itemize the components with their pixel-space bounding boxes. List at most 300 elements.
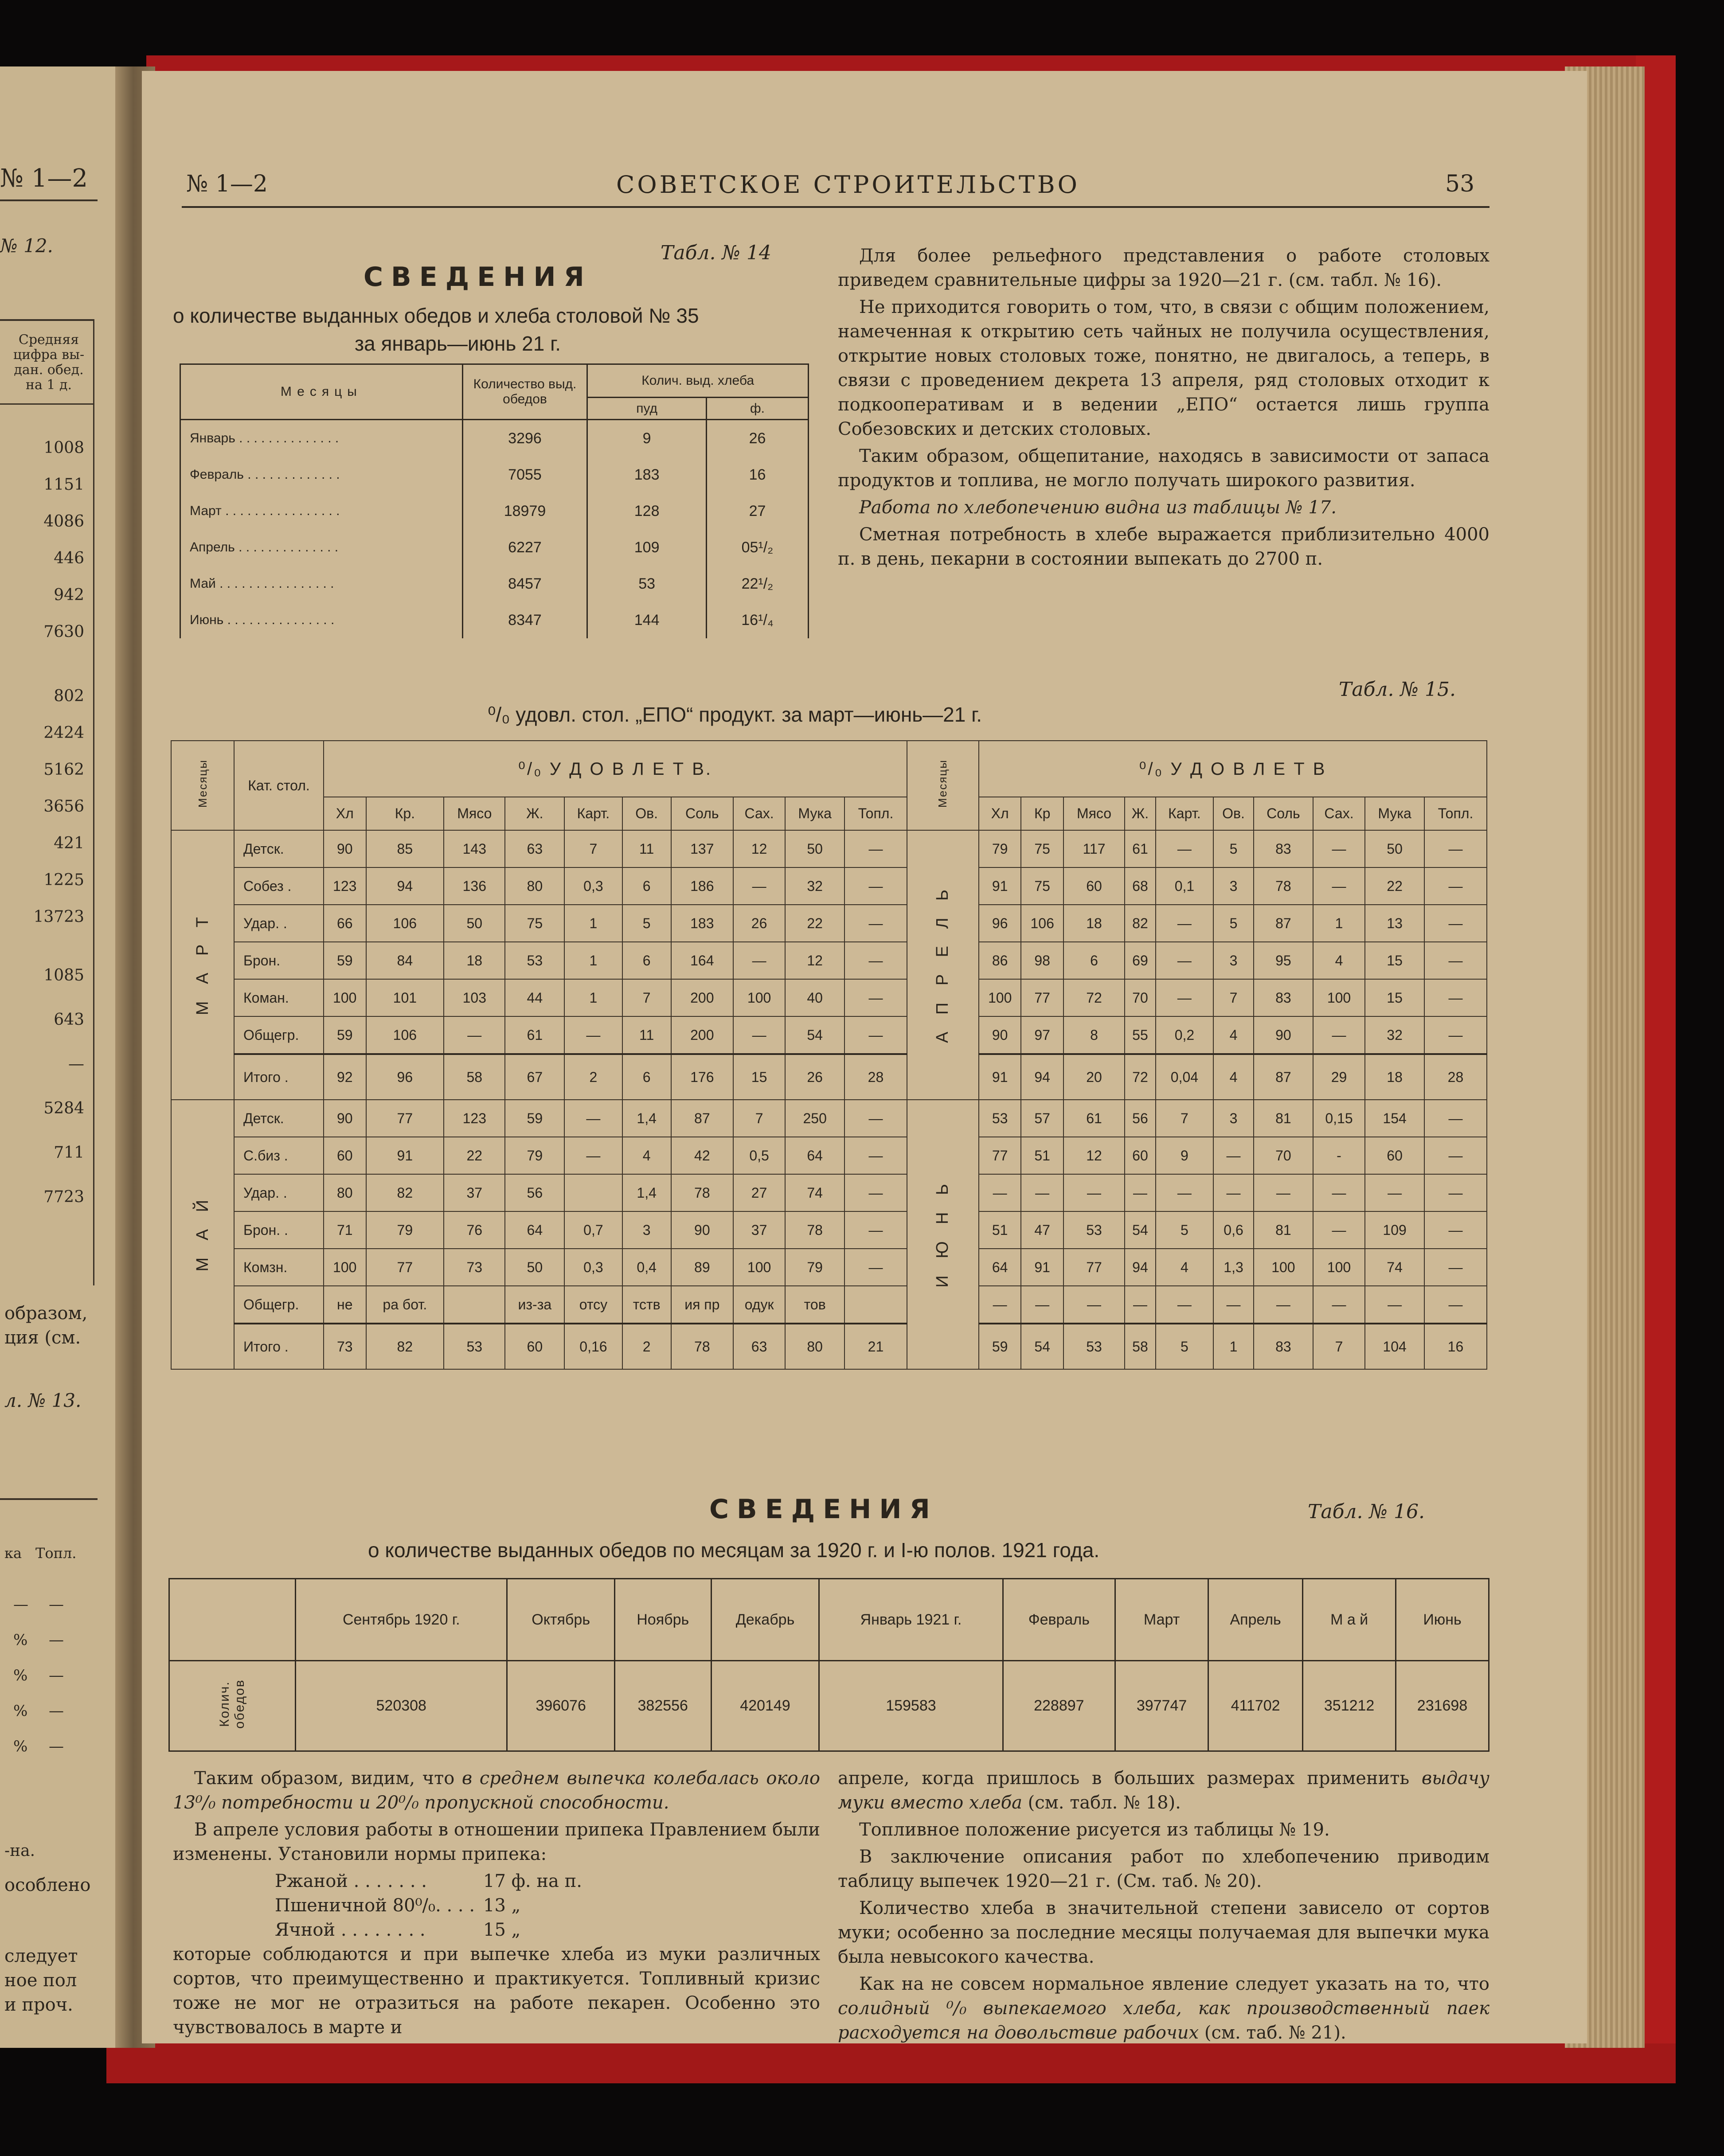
left-pct-cell: —: [49, 1596, 64, 1613]
t15-cell-right: 87: [1254, 905, 1313, 942]
t14-pud: 128: [587, 493, 707, 529]
t15-cell: 90: [324, 830, 366, 867]
t15-cell-right: 7: [1313, 1324, 1365, 1369]
t14-row: [180, 566, 809, 602]
t14-dinners-header: Количество выд. обедов: [462, 364, 587, 420]
t15-cell: 176: [671, 1054, 733, 1100]
t15-cell-right: 56: [1125, 1100, 1156, 1137]
t15-col-header: Соль: [671, 797, 733, 830]
t16-month-header: Ноябрь: [614, 1579, 711, 1661]
left-table-ref: № 12.: [0, 235, 53, 257]
t14-body: [180, 420, 809, 639]
t14-month: Февраль . . . . . . . . . . . . .: [180, 457, 463, 493]
t15-cell-right: —: [1254, 1286, 1313, 1324]
left-value: 643: [54, 1011, 84, 1029]
t15-cell-right: 1: [1213, 1324, 1254, 1369]
t16-value: 228897: [1003, 1661, 1115, 1751]
bottom-right-p4: Количество хлеба в значительной степени зависело от сортов муки; особенно за последние месяцы получаемая для выпечки мука была невысокого качества.: [838, 1898, 1489, 1967]
t15-cell-right: 18: [1063, 905, 1125, 942]
t15-cell: тств: [622, 1286, 671, 1324]
t15-cell-right: —: [1424, 1286, 1487, 1324]
t14-funt: 05¹/₂: [707, 529, 809, 566]
t15-cell-right: 0,15: [1313, 1100, 1365, 1137]
t16-month-header: Январь 1921 г.: [819, 1579, 1003, 1661]
t15-cell: 18: [444, 942, 505, 979]
t15-cell: из-за: [505, 1286, 564, 1324]
t15-cell: —: [564, 1016, 622, 1054]
t14-row: [180, 420, 809, 457]
t16-month-header: Октябрь: [507, 1579, 614, 1661]
left-value: 802: [54, 687, 84, 705]
bake-norm-value: 15 „: [483, 1920, 521, 1940]
t16-value: 382556: [614, 1661, 711, 1751]
t14-funt: 16¹/₄: [707, 602, 809, 638]
t15-cell: 64: [785, 1137, 844, 1174]
t14-dinners: 7055: [462, 457, 587, 493]
t15-cell-right: —: [1125, 1286, 1156, 1324]
t14-row: [180, 602, 809, 638]
t15-cell: 50: [444, 905, 505, 942]
t15-cell-right: 5: [1213, 830, 1254, 867]
t15-cell: 32: [785, 867, 844, 905]
bottom-left-p1-a: Таким образом, видим, что: [194, 1768, 462, 1789]
t14-row: [180, 493, 809, 529]
t15-cell: 42: [671, 1137, 733, 1174]
t15-category: Общегр.: [234, 1286, 324, 1324]
bottom-right-p1: [838, 1766, 1489, 1815]
t16-value: 520308: [296, 1661, 507, 1751]
t15-cell: 53: [444, 1324, 505, 1369]
t15-cell-right: 0,1: [1156, 867, 1213, 905]
t15-cell: [564, 1174, 622, 1211]
t15-cell-right: 8: [1063, 1016, 1125, 1054]
t15-cell: 2: [564, 1054, 622, 1100]
t15-cell: 91: [366, 1137, 444, 1174]
t15-cell-right: 58: [1125, 1324, 1156, 1369]
left-col-header-b-2: Топл.: [35, 1545, 77, 1562]
t15-cell-right: 4: [1213, 1016, 1254, 1054]
bake-norm-name: Ржаной . . . . . . .: [275, 1871, 427, 1891]
t15-cell-right: —: [1313, 1211, 1365, 1249]
left-value: 421: [54, 834, 84, 852]
left-value: 4086: [43, 512, 84, 531]
t15-cell-right: 16: [1424, 1324, 1487, 1369]
t15-cell: 26: [785, 1054, 844, 1100]
t15-cell: 89: [671, 1249, 733, 1286]
t15-row: [171, 1211, 1487, 1249]
t15-col-header-right: Хл: [979, 797, 1021, 830]
t15-cell: 59: [324, 942, 366, 979]
t15-cell-right: —: [1156, 1286, 1213, 1324]
t14-dinners: 8457: [462, 566, 587, 602]
t15-col-header-right: Топл.: [1424, 797, 1487, 830]
t15-cell: не: [324, 1286, 366, 1324]
t15-category: Собез .: [234, 867, 324, 905]
t15-cell: 76: [444, 1211, 505, 1249]
t15-cell-right: 75: [1021, 867, 1063, 905]
t15-cell: отсу: [564, 1286, 622, 1324]
t15-cell-right: 77: [979, 1137, 1021, 1174]
t15-cell-right: —: [1156, 905, 1213, 942]
t15-cell-right: 81: [1254, 1211, 1313, 1249]
t15-cell: 44: [505, 979, 564, 1016]
t15-pct-header-left: ⁰/₀ У Д О В Л Е Т В.: [324, 741, 907, 797]
t15-cell: 137: [671, 830, 733, 867]
t16-value: 396076: [507, 1661, 614, 1751]
t16-month-header: Апрель: [1208, 1579, 1303, 1661]
left-value: 7723: [43, 1188, 84, 1206]
t15-cell: 101: [366, 979, 444, 1016]
t15-cell-right: —: [1424, 1249, 1487, 1286]
t15-cell-right: 83: [1254, 1324, 1313, 1369]
left-text-c-3: и проч.: [4, 1995, 73, 2015]
t16-month-header: М а й: [1303, 1579, 1396, 1661]
bake-norms: [173, 1869, 820, 1942]
t15-cell: 123: [324, 867, 366, 905]
t15-cell-right: —: [1424, 979, 1487, 1016]
t15-col-header-right: Ов.: [1213, 797, 1254, 830]
table14-subtitle-1: о количестве выданных обедов и хлеба столовой № 35: [173, 304, 699, 327]
t15-cell-right: 57: [1021, 1100, 1063, 1137]
bottom-left-p3: которые соблюдаются и при выпечке хлеба из муки различных сортов, что преимущественно и практикуется. Топливный кризис тоже не мог не отразиться на работе пекарен. Особенно это чувствовалось в марте и: [173, 1944, 820, 2038]
t15-category: Детск.: [234, 1100, 324, 1137]
t15-row: [171, 1016, 1487, 1054]
left-header-rule: [0, 199, 98, 201]
t15-cell-right: 61: [1063, 1100, 1125, 1137]
table14-title: СВЕДЕНИЯ: [364, 262, 592, 293]
t15-cell-right: —: [1424, 867, 1487, 905]
bottom-right-p5-a: Как на не совсем нормальное явление следует указать на то, что: [859, 1974, 1489, 1994]
t15-cell: —: [733, 1016, 786, 1054]
t15-month-right: [907, 1100, 979, 1369]
t15-cell-right: —: [1213, 1286, 1254, 1324]
t15-cell-right: —: [1156, 979, 1213, 1016]
t15-cell-right: 91: [1021, 1249, 1063, 1286]
t15-cell-right: 15: [1365, 979, 1424, 1016]
t15-month-left-text: М А Р Т: [193, 911, 212, 1016]
t15-cell-right: 69: [1125, 942, 1156, 979]
t15-cell: 64: [505, 1211, 564, 1249]
t15-cell: —: [564, 1137, 622, 1174]
t15-cell-right: —: [1021, 1174, 1063, 1211]
t15-cell-right: 7: [1213, 979, 1254, 1016]
t15-cell-right: 13: [1365, 905, 1424, 942]
t15-month-left: [171, 1100, 234, 1369]
t15-cell: 85: [366, 830, 444, 867]
t15-cell-right: 82: [1125, 905, 1156, 942]
table14-label: Табл. № 14: [661, 242, 772, 264]
t15-cell: 3: [622, 1211, 671, 1249]
t16-value: 231698: [1396, 1661, 1489, 1751]
right-text-1-p3: Таким образом, общепитание, находясь в зависимости от запаса продуктов и топлива, не могло получать широкого развития.: [838, 446, 1489, 491]
right-text-1-p1: Для более рельефного представления о работе столовых приведем сравнительные цифры за 1920—21 г. (см. табл. № 16).: [838, 246, 1489, 290]
t16-row-label: Колич. обедов: [217, 1679, 247, 1729]
t15-cell: 80: [785, 1324, 844, 1369]
t15-cell: 22: [444, 1137, 505, 1174]
t15-cell: 1: [564, 979, 622, 1016]
bake-norm-row: [275, 1918, 820, 1942]
right-text-1-p5: Сметная потребность в хлебе выражается приблизительно 4000 п. в день, пекарни в состоянии выпекать до 2700 п.: [838, 524, 1489, 569]
t15-cell: 78: [671, 1324, 733, 1369]
t15-cell-right: 104: [1365, 1324, 1424, 1369]
t15-cell: 103: [444, 979, 505, 1016]
t15-cell-right: 18: [1365, 1054, 1424, 1100]
t15-cell: 143: [444, 830, 505, 867]
left-value: 1085: [43, 966, 84, 984]
t15-month-right-text: И Ю Н Ь: [933, 1178, 952, 1288]
t15-cell: 100: [733, 1249, 786, 1286]
t14-funt-header: ф.: [707, 398, 809, 420]
t15-cell: 78: [671, 1174, 733, 1211]
t15-col-header: Ов.: [622, 797, 671, 830]
left-header-bottom-rule: [0, 403, 93, 405]
t14-pud: 183: [587, 457, 707, 493]
left-value: 2424: [43, 724, 84, 742]
t15-cell: 123: [444, 1100, 505, 1137]
left-text-a-1: образом,: [4, 1303, 88, 1324]
t15-cell-right: 72: [1125, 1054, 1156, 1100]
t15-total-row: [171, 1324, 1487, 1369]
t15-cell-right: 60: [1063, 867, 1125, 905]
t15-col-header-right: Сах.: [1313, 797, 1365, 830]
t14-funt: 27: [707, 493, 809, 529]
t15-row: [171, 905, 1487, 942]
t15-cell-right: —: [1424, 1137, 1487, 1174]
left-pct-cell: %: [13, 1631, 28, 1649]
table15: [171, 740, 1487, 1370]
t15-col-header: Хл: [324, 797, 366, 830]
t15-cell-right: 3: [1213, 867, 1254, 905]
t15-cell: —: [844, 1100, 907, 1137]
t15-cell-right: 20: [1063, 1054, 1125, 1100]
t15-cell-right: —: [1125, 1174, 1156, 1211]
t15-cell-right: 117: [1063, 830, 1125, 867]
t15-month-right: [907, 830, 979, 1100]
t15-cell: ра бот.: [366, 1286, 444, 1324]
t15-cell: 22: [785, 905, 844, 942]
t15-cell: [844, 1286, 907, 1324]
t15-col-header: Карт.: [564, 797, 622, 830]
t15-col-header-right: Карт.: [1156, 797, 1213, 830]
t15-cell: 60: [505, 1324, 564, 1369]
t15-cell-right: 91: [979, 1054, 1021, 1100]
t15-cell-right: 15: [1365, 942, 1424, 979]
t15-cell: 1: [564, 905, 622, 942]
t15-cell-right: 7: [1156, 1100, 1213, 1137]
t15-cell-right: 87: [1254, 1054, 1313, 1100]
t15-cell: 21: [844, 1324, 907, 1369]
t15-cell-right: —: [1424, 905, 1487, 942]
t15-cell-right: 100: [1254, 1249, 1313, 1286]
t15-cell-right: —: [979, 1174, 1021, 1211]
t15-cell-right: —: [1424, 830, 1487, 867]
left-pct-cell: %: [13, 1702, 28, 1720]
t15-cell: —: [564, 1100, 622, 1137]
t15-pct-header-right: ⁰/₀ У Д О В Л Е Т В: [979, 741, 1487, 797]
t15-cell-right: 53: [1063, 1211, 1125, 1249]
t15-cell: —: [844, 1174, 907, 1211]
t14-months-header: Месяцы: [180, 364, 463, 420]
t15-cell-right: 61: [1125, 830, 1156, 867]
left-pct-cell: %: [13, 1738, 28, 1755]
t15-cell-right: 86: [979, 942, 1021, 979]
table15-title: ⁰/₀ удовл. стол. „ЕПО“ продукт. за март—июнь—21 г.: [488, 703, 982, 726]
t15-cell: 0,5: [733, 1137, 786, 1174]
t15-col-header-right: Ж.: [1125, 797, 1156, 830]
bottom-right-p5-italic: солидный ⁰/₀ выпекаемого хлеба, как производственный паек расходуется на довольствие рабочих: [838, 1998, 1489, 2043]
t15-cell-right: —: [1313, 867, 1365, 905]
t15-category: Брон.: [234, 942, 324, 979]
header-rule: [182, 206, 1489, 208]
t15-cell-right: 59: [979, 1324, 1021, 1369]
bottom-left-p1: [173, 1766, 820, 1815]
t15-cell: 6: [622, 942, 671, 979]
t15-row: [171, 1249, 1487, 1286]
t15-cell: 12: [785, 942, 844, 979]
bake-norm-value: 17 ф. на п.: [483, 1871, 582, 1891]
t15-cell: 100: [324, 1249, 366, 1286]
t15-cat-header: Кат. стол.: [234, 741, 324, 830]
t15-cell-right: 79: [979, 830, 1021, 867]
cover-edge-bottom: [106, 2043, 1676, 2083]
t15-cell: 106: [366, 905, 444, 942]
t15-cell: —: [844, 1249, 907, 1286]
t15-cell-right: 60: [1365, 1137, 1424, 1174]
t14-month: Январь . . . . . . . . . . . . . .: [180, 420, 463, 457]
t15-category: С.биз .: [234, 1137, 324, 1174]
t15-months-header-right: [907, 741, 979, 830]
bake-norm-name: Ячной . . . . . . . .: [275, 1920, 426, 1940]
table16-title: СВЕДЕНИЯ: [709, 1494, 938, 1525]
t15-cell-right: 75: [1021, 830, 1063, 867]
table16-label: Табл. № 16.: [1308, 1500, 1425, 1523]
left-text-a-2: ция (см.: [4, 1328, 81, 1348]
left-page: [0, 66, 133, 2048]
t15-cell: —: [844, 942, 907, 979]
t15-cell-right: 90: [979, 1016, 1021, 1054]
left-pct-cell: —: [49, 1631, 64, 1649]
left-col-header-b-1: ка: [4, 1545, 22, 1562]
bottom-right-p1-a: апреле, когда пришлось в больших размерах применить: [838, 1768, 1422, 1789]
bake-norm-name: Пшеничной 80⁰/₀. . . .: [275, 1895, 475, 1916]
table16-subtitle: о количестве выданных обедов по месяцам за 1920 г. и I-ю полов. 1921 года.: [368, 1539, 1100, 1562]
t15-cell: 15: [733, 1054, 786, 1100]
t15-cell-right: —: [1313, 1286, 1365, 1324]
t15-cell-right: 83: [1254, 979, 1313, 1016]
t15-cell: 78: [785, 1211, 844, 1249]
t15-category: Коман.: [234, 979, 324, 1016]
bottom-right-text: [838, 1766, 1489, 2043]
t15-cell-right: 0,2: [1156, 1016, 1213, 1054]
left-table-right-rule: [93, 319, 94, 1285]
t15-cell: 1,4: [622, 1174, 671, 1211]
t15-row: [171, 1174, 1487, 1211]
t15-months-header-right-text: Месяцы: [936, 759, 950, 808]
left-pct-cell: —: [49, 1667, 64, 1684]
bake-norm-value: 13 „: [483, 1895, 521, 1916]
t15-cell: 92: [324, 1054, 366, 1100]
t15-category: Итого .: [234, 1324, 324, 1369]
t15-cell-right: 60: [1125, 1137, 1156, 1174]
t15-cell: 6: [622, 1054, 671, 1100]
t15-cell-right: 1: [1313, 905, 1365, 942]
t15-cell: 0,3: [564, 867, 622, 905]
t16-value: 420149: [711, 1661, 819, 1751]
t15-cell-right: 29: [1313, 1054, 1365, 1100]
t15-cell-right: 51: [1021, 1137, 1063, 1174]
t16-row-label-cell: [169, 1661, 296, 1751]
t15-cell-right: —: [1063, 1286, 1125, 1324]
t15-cell-right: 12: [1063, 1137, 1125, 1174]
t15-row: [171, 867, 1487, 905]
t15-cell-right: 94: [1021, 1054, 1063, 1100]
t15-cell: 77: [366, 1100, 444, 1137]
t15-category: Комзн.: [234, 1249, 324, 1286]
t16-value: 351212: [1303, 1661, 1396, 1751]
t15-cell-right: 154: [1365, 1100, 1424, 1137]
t15-cell-right: 81: [1254, 1100, 1313, 1137]
t15-cell-right: 100: [1313, 1249, 1365, 1286]
t15-col-header: Ж.: [505, 797, 564, 830]
t15-cell-right: —: [1063, 1174, 1125, 1211]
t15-cell: 84: [366, 942, 444, 979]
t15-cell: —: [844, 905, 907, 942]
t14-month: Июнь . . . . . . . . . . . . . . .: [180, 602, 463, 638]
t15-cell: 75: [505, 905, 564, 942]
t15-cell-right: —: [1313, 1174, 1365, 1211]
t15-cell-right: 100: [1313, 979, 1365, 1016]
t15-cell: 79: [785, 1249, 844, 1286]
t15-cell: 37: [444, 1174, 505, 1211]
t15-col-header: Топл.: [844, 797, 907, 830]
bake-norm-row: [275, 1869, 820, 1894]
t16-value: 411702: [1208, 1661, 1303, 1751]
bottom-left-p2: В апреле условия работы в отношении припека Правлением были изменены. Установили нормы припека:: [173, 1820, 820, 1864]
left-column-header: Средняя цифра вы-дан. обед. на 1 д.: [13, 332, 85, 393]
t14-funt: 26: [707, 420, 809, 457]
t15-col-header-right: Соль: [1254, 797, 1313, 830]
t15-cell: —: [844, 867, 907, 905]
t15-cell-right: —: [1365, 1174, 1424, 1211]
t15-cell: 58: [444, 1054, 505, 1100]
t14-pud: 144: [587, 602, 707, 638]
t15-cell-right: —: [1021, 1286, 1063, 1324]
t15-cell: —: [733, 942, 786, 979]
t15-cell: 200: [671, 1016, 733, 1054]
t15-cell: 96: [366, 1054, 444, 1100]
t14-dinners: 18979: [462, 493, 587, 529]
t15-cell: 82: [366, 1174, 444, 1211]
t15-cell: 28: [844, 1054, 907, 1100]
t15-cell: 4: [622, 1137, 671, 1174]
t15-category: Итого .: [234, 1054, 324, 1100]
t15-cell: 0,3: [564, 1249, 622, 1286]
t15-cell-right: —: [1424, 942, 1487, 979]
t15-cell: 80: [505, 867, 564, 905]
left-value: —: [68, 1055, 84, 1073]
table15-label: Табл. № 15.: [1339, 678, 1456, 701]
t15-cell-right: —: [1254, 1174, 1313, 1211]
t15-cell-right: 28: [1424, 1054, 1487, 1100]
t15-category: Удар. .: [234, 1174, 324, 1211]
t14-pud: 53: [587, 566, 707, 602]
t15-cell: 100: [733, 979, 786, 1016]
t15-cell: 200: [671, 979, 733, 1016]
t16-month-header: Март: [1115, 1579, 1208, 1661]
t15-cell-right: 106: [1021, 905, 1063, 942]
t15-cell: —: [733, 867, 786, 905]
t15-cell: 164: [671, 942, 733, 979]
